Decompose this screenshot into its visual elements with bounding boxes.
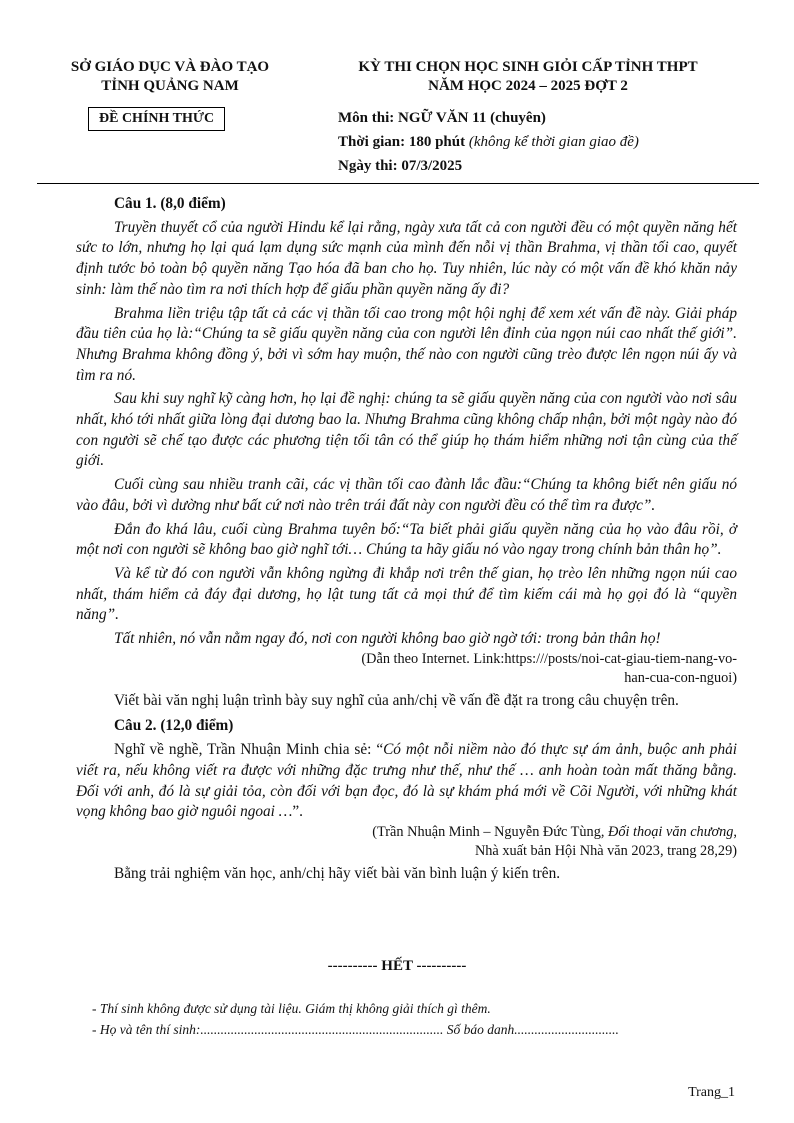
story-paragraph: Brahma liền triệu tập tất cả các vị thần tối cao trong một hội nghị để xem xét vấn đề này. Giải pháp đầu tiên của họ là:“Chúng ta sẽ giấu quyền năng của con người lên đỉnh của ngọn núi cao nhất thế giới”. Nhưng Brahma không đồng ý, bởi vì sớm hay muộn, thế nào con người cũng trèo được lên ngọn núi ấy và tìm ra nó. [76,304,737,384]
story-paragraph: Cuối cùng sau nhiều tranh cãi, các vị thần tối cao đành lắc đầu:“Chúng ta không biết nên giấu nó vào đâu, bởi vì dường như bất cứ nơi nào trên trái đất này con người đều có thể tìm ra được”. [76,476,737,514]
story-paragraph: Sau khi suy nghĩ kỹ càng hơn, họ lại đề nghị: chúng ta sẽ giấu quyền năng của con người vào nơi sâu nhất, khó tới nhất giữa lòng đại dương bao la. Nhưng Brahma cũng không chấp nhận, bởi một ngày nào đó con người sẽ chế tạo được các phương tiện tối tân có thể giúp họ thám hiểm những nơi tận cùng của thế giới. [76,390,737,470]
quote-source-publisher: Nhà xuất bản Hội Nhà văn 2023, trang 28,29) [474,842,737,859]
exam-title: KỲ THI CHỌN HỌC SINH GIỎI CẤP TỈNH THPT [358,59,698,75]
subject-line: Môn thi: NGỮ VĂN 11 (chuyên) [338,110,546,126]
quote-source-a: (Trần Nhuận Minh – Nguyễn Đức Tùng, [372,823,608,840]
quote-source-b: , [733,823,737,840]
story-source-line2: han-cua-con-nguoi) [624,669,737,686]
end-mark: ---------- HẾT ---------- [327,958,467,974]
quote-source-book: Đối thoại văn chương [608,823,734,840]
quote-close: ”. [292,803,303,821]
question-2-quote-paragraph [76,740,737,823]
story-paragraph: Và kể từ đó con người vẫn không ngừng đi khắp nơi trên thế gian, họ trèo lên những ngọn núi cao nhất, thám hiểm cả đáy đại dương, họ lật tung tất cả mọi thứ để tìm kiếm cái mà họ gọi đó là “quyền năng”. [76,564,737,624]
story-source-line1: (Dẫn theo Internet. Link:https:///posts/noi-cat-giau-tiem-nang-vo- [361,650,737,667]
question-2-title: Câu 2. (12,0 điểm) [114,717,234,735]
header-right [318,58,738,96]
story-paragraph: Truyền thuyết cổ của người Hindu kể lại rằng, ngày xưa tất cả con người đều có một quyền năng hết sức to lớn, nhưng họ lại quá lạm dụng sức mạnh của mình đến nỗi vị thần Brahma, vị thần tối cao, quyết định tước bỏ toàn bộ quyền năng Tạo hóa đã ban cho họ. Tuy nhiên, lúc này có một vấn đề khó khăn nảy sinh: làm thế nào tìm ra nơi thích hợp để giấu phần quyền năng ấy đi? [76,218,737,298]
candidate-name-field: - Họ và tên thí sinh:........................................................................ [92,1022,444,1037]
page-number: Trang_1 [688,1085,735,1100]
story-paragraph: Tất nhiên, nó vẫn nằm ngay đó, nơi con người không bao giờ ngờ tới: trong bản thân họ! [114,630,661,648]
time-note: (không kể thời gian giao đề) [468,134,639,150]
department-name: SỞ GIÁO DỤC VÀ ĐÀO TẠO [70,59,270,75]
note-line-2 [92,1019,732,1040]
story-paragraph: Đắn đo khá lâu, cuối cùng Brahma tuyên bố:“Ta biết phải giấu quyền năng của họ vào đâu rồi, ở một nơi con người sẽ không bao giờ nghĩ tới… Chúng ta hãy giấu nó vào ngay trong chính bản thân họ”. [76,520,737,559]
school-year: NĂM HỌC 2024 – 2025 ĐỢT 2 [428,78,628,94]
province-name: TỈNH QUẢNG NAM [101,78,239,94]
time-line [338,130,639,154]
question-1-task: Viết bài văn nghị luận trình bày suy nghĩ của anh/chị về vấn đề đặt ra trong câu chuyện trên. [114,691,679,709]
candidate-number-field: Số báo danh............................... [446,1022,619,1037]
quote-source [76,823,737,861]
question-1-title: Câu 1. (8,0 điểm) [114,195,226,212]
quote-text: Có một nỗi niềm nào đó thực sự ám ảnh, buộc anh phải viết ra, nếu không viết ra được với những đặc trưng như thế, như thế … anh hoàn toàn mất thăng bằng. Đối với anh, đó là sự giải tỏa, còn đối với bạn đọc, đó là sự khám phá mới về Cõi Người, với những khát vọng không bao giờ nguôi ngoai … [76,741,737,821]
story-source [76,650,737,688]
header-left [44,58,296,96]
quote-intro: Nghĩ về nghề, Trần Nhuận Minh chia sẻ: “ [114,741,384,759]
official-label: ĐỀ CHÍNH THỨC [88,107,225,131]
exam-body [76,194,737,885]
exam-info [338,106,639,178]
time-value: Thời gian: 180 phút [338,134,466,150]
note-line-1: - Thí sinh không được sử dụng tài liệu. Giám thị không giải thích gì thêm. [92,1001,491,1016]
question-2-task: Bằng trải nghiệm văn học, anh/chị hãy viết bài văn bình luận ý kiến trên. [114,864,561,882]
footer-notes [92,998,732,1040]
header-divider [37,183,759,184]
exam-date: Ngày thi: 07/3/2025 [338,158,463,174]
